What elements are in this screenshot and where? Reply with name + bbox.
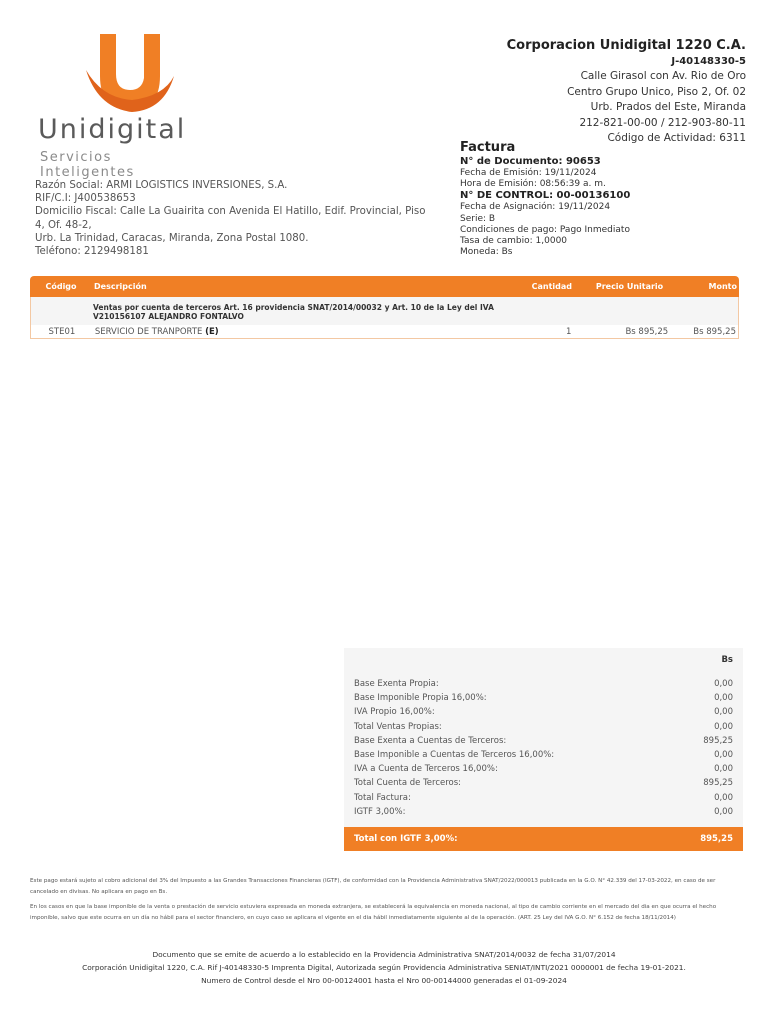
total-label: Base Exenta Propia: <box>354 679 439 689</box>
total-label: Base Imponible Propia 16,00%: <box>354 693 487 704</box>
row-amount: Bs 895,25 <box>693 326 736 337</box>
legal-line-1: Documento que se emite de acuerdo a lo establecido en la Providencia Administrativa SNAT/2014/0032 de fecha 31/07/2014 <box>152 950 616 959</box>
total-row <box>354 691 733 705</box>
total-value: 895,25 <box>703 778 733 789</box>
client-name: Razón Social: ARMI LOGISTICS INVERSIONES, S.A. <box>35 180 288 191</box>
client-info <box>35 179 435 258</box>
company-info <box>507 37 746 147</box>
control-number: N° DE CONTROL: 00-00136100 <box>460 190 631 202</box>
total-label: Base Exenta a Cuentas de Terceros: <box>354 735 507 746</box>
total-value: 0,00 <box>714 679 733 689</box>
company-address-line-3: Urb. Prados del Este, Miranda <box>590 101 746 113</box>
total-label: Total Ventas Propias: <box>354 721 442 732</box>
client-address-line-2: Urb. La Trinidad, Caracas, Miranda, Zona Postal 1080. <box>35 232 309 244</box>
legal-line-3: Numero de Control desde el Nro 00-00124001 hasta el Nro 00-00144000 generadas el 01-09-2024 <box>201 975 567 985</box>
legal-line-2: Corporación Unidigital 1220, C.A. Rif J-40148330-5 Imprenta Digital, Autorizada según Providencia Administrativa SENIAT/INTI/2021 0000001 de fecha 19-01-2021. <box>82 962 686 972</box>
company-logo <box>38 30 208 180</box>
total-row <box>354 762 733 776</box>
exchange-rate: Tasa de cambio: 1,0000 <box>460 236 568 247</box>
brand-tagline: Servicios Inteligentes <box>40 150 135 180</box>
total-row <box>354 734 733 748</box>
total-row <box>354 677 733 691</box>
header-unit-price: Precio Unitario <box>595 282 664 291</box>
items-table <box>30 276 739 339</box>
total-value: 0,00 <box>714 721 733 732</box>
header-description: Descripción <box>94 282 147 291</box>
header-quantity: Cantidad <box>531 282 572 291</box>
total-value: 0,00 <box>714 707 733 718</box>
company-activity-code: Código de Actividad: 6311 <box>607 132 746 144</box>
items-table-header <box>30 276 739 297</box>
assignment-date: Fecha de Asignación: 19/11/2024 <box>460 202 611 213</box>
company-address-line-2: Centro Grupo Unico, Piso 2, Of. 02 <box>567 85 746 98</box>
row-description <box>93 327 504 337</box>
total-value: 0,00 <box>714 764 733 775</box>
invoice-title: Factura <box>460 140 516 155</box>
total-label: Total Cuenta de Terceros: <box>354 778 462 789</box>
row-quantity: 1 <box>566 326 572 337</box>
company-phones: 212-821-00-00 / 212-903-80-11 <box>579 116 746 129</box>
group-description-line-2: V210156107 ALEJANDRO FONTALVO <box>93 311 244 321</box>
total-label: IVA a Cuenta de Terceros 16,00%: <box>354 764 498 775</box>
company-address-line-1: Calle Girasol con Av. Rio de Oro <box>580 70 746 82</box>
currency: Moneda: Bs <box>460 247 513 258</box>
totals-list <box>344 670 743 827</box>
total-row <box>354 705 733 719</box>
table-row <box>30 325 739 339</box>
total-label: Total Factura: <box>354 792 411 803</box>
row-description-text: SERVICIO DE TRANPORTE <box>94 326 203 337</box>
row-unit-price: Bs 895,25 <box>625 326 669 337</box>
client-rif: RIF/C.I: J400538653 <box>35 193 136 205</box>
total-row <box>354 805 733 819</box>
total-label: IGTF 3,00%: <box>354 806 406 817</box>
third-party-group-row <box>30 297 739 325</box>
header-code: Código <box>45 282 77 291</box>
total-row <box>354 776 733 790</box>
total-label: Base Imponible a Cuentas de Terceros 16,00%: <box>354 750 555 761</box>
brand-name: Unidigital <box>38 114 187 145</box>
total-value: 895,25 <box>703 735 733 746</box>
totals-box <box>344 648 743 851</box>
total-value: 0,00 <box>714 806 733 817</box>
payment-terms: Condiciones de pago: Pago Inmediato <box>460 224 630 235</box>
legal-footer <box>20 949 748 987</box>
invoice-info <box>460 140 630 258</box>
issue-date: Fecha de Emisión: 19/11/2024 <box>460 168 597 178</box>
client-phone: Teléfono: 2129498181 <box>35 246 149 258</box>
header-amount: Monto <box>708 282 737 291</box>
total-row <box>354 748 733 762</box>
unidigital-logo-icon <box>78 30 178 115</box>
total-row <box>354 791 733 805</box>
company-name: Corporacion Unidigital 1220 C.A. <box>506 38 746 53</box>
row-tax-flag: (E) <box>205 326 219 337</box>
exchange-note: En los casos en que la base imponible de la venta o prestación de servicio estuviera expresada en moneda extranjera, se establecerá la equivalencia en moneda nacional, al tipo de cambio corriente en el mercado del dia en que ocurra el hecho imponible, salvo que este ocurra en un día no hábil para el sector financiero, en cuyo caso se aplicara el vigente en el dia hábil inmediatamente siguiente al de la operación. (ART. 25 Ley del IVA G.O. N° 6.152 de fecha 18/11/2014) <box>30 904 717 921</box>
total-value: 0,00 <box>714 693 733 704</box>
document-number: N° de Documento: 90653 <box>460 156 601 167</box>
igtf-note: Este pago estará sujeto al cobro adicional del 3% del Impuesto a las Grandes Transacciones Financieras (IGTF), de conformidad con la Providencia Administrativa SNAT/2022/000013 publicada en la G.O. N° 42.339 del 17-03-2022, en caso de ser cancelado en divisas. No aplicara en pago en Bs. <box>30 878 716 895</box>
client-address-line-1: Domicilio Fiscal: Calle La Guairita con Avenida El Hatillo, Edif. Provincial, Piso 4, Of. 48-2, <box>35 206 426 231</box>
total-value: 0,00 <box>714 792 733 803</box>
total-value: 0,00 <box>714 750 733 761</box>
totals-currency: Bs <box>721 655 733 665</box>
series: Serie: B <box>460 213 496 224</box>
issue-time: Hora de Emisión: 08:56:39 a. m. <box>460 179 606 190</box>
total-label: IVA Propio 16,00%: <box>354 707 435 718</box>
grand-total-value: 895,25 <box>700 834 733 845</box>
company-rif: J-40148330-5 <box>671 56 746 67</box>
grand-total-label: Total con IGTF 3,00%: <box>354 834 458 845</box>
total-row <box>354 720 733 734</box>
group-description-line-1: Ventas por cuenta de terceros Art. 16 providencia SNAT/2014/00032 y Art. 10 de la Ley del IVA <box>93 303 494 312</box>
grand-total-bar <box>344 827 743 851</box>
row-code: STE01 <box>48 326 76 337</box>
